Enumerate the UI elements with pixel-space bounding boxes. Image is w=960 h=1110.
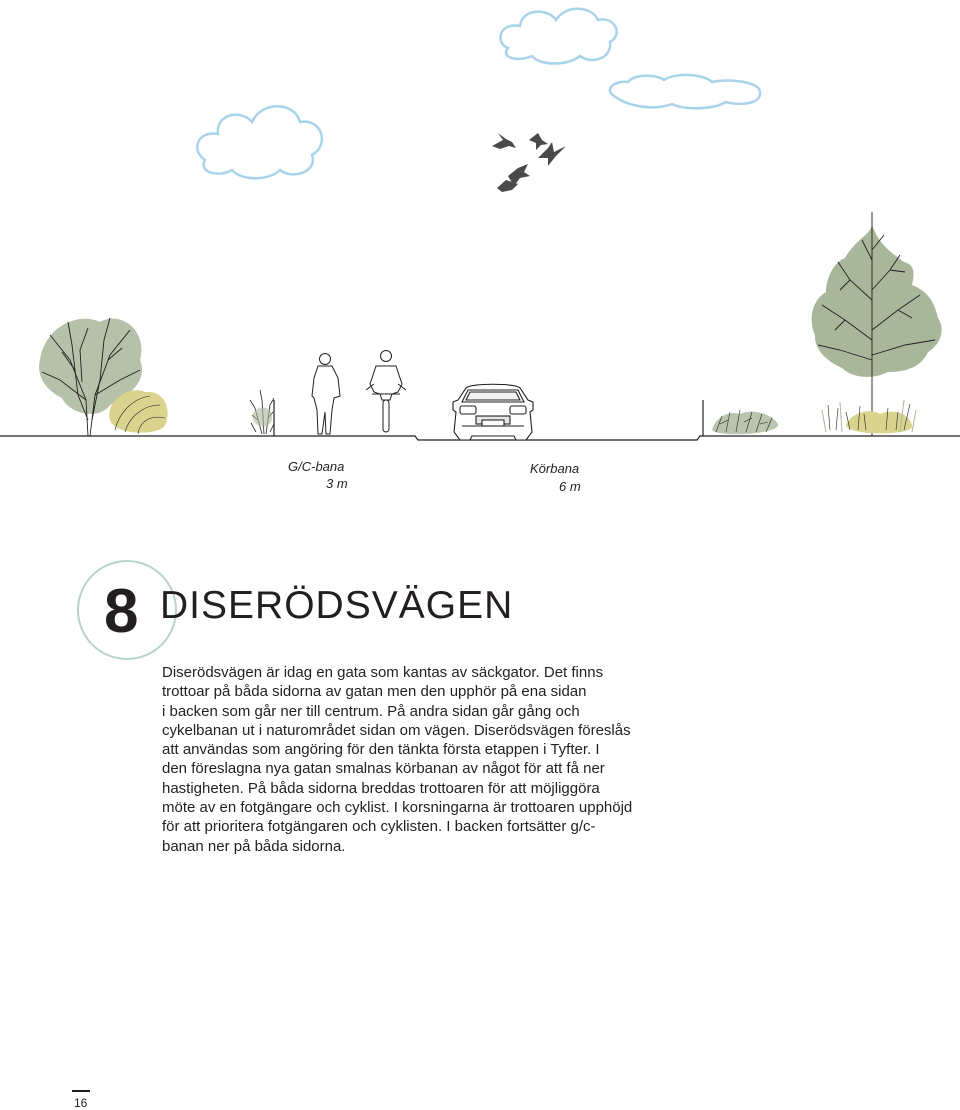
body-line: trottoar på båda sidorna av gatan men den upphör på ena sidan — [162, 683, 587, 701]
body-line: möte av en fotgängare och cyklist. I korsningarna är trottoaren upphöjd — [162, 799, 633, 817]
body-line: den föreslagna nya gatan smalnas körbanan av något för att få ner — [162, 760, 605, 778]
chapter-number: 8 — [104, 577, 138, 646]
cyclist-icon — [366, 351, 406, 433]
body-line: för att prioritera fotgängaren och cyklisten. I backen fortsätter g/c- — [162, 818, 596, 836]
cloud-icon — [500, 9, 616, 64]
body-line: att användas som angöring för den tänkta första etappen i Tyfter. I — [162, 741, 600, 759]
body-text — [162, 663, 682, 856]
car-icon — [453, 384, 533, 440]
body-line: hastigheten. På båda sidorna breddas trottoaren för att möjliggöra — [162, 779, 600, 797]
body-line: Diserödsvägen är idag en gata som kantas av säckgator. Det finns — [162, 664, 604, 681]
shrub-tree-left — [39, 318, 168, 436]
chapter-title: DISERÖDSVÄGEN — [160, 584, 514, 627]
cloud-icon — [610, 75, 760, 108]
street-section-illustration — [0, 0, 960, 500]
body-line: banan ner på båda sidorna. — [162, 837, 346, 855]
gc-lane-width: 3 m — [326, 476, 348, 491]
cloud-icon — [197, 106, 322, 178]
page-number-rule — [72, 1090, 90, 1092]
carriageway-label: Körbana — [530, 461, 580, 476]
roadside-shrubs-right — [712, 410, 778, 434]
carriageway-width: 6 m — [559, 479, 581, 494]
pedestrian-icon — [312, 354, 340, 435]
body-line: i backen som går ner till centrum. På andra sidan går gång och — [162, 702, 580, 720]
birds-icon — [492, 133, 566, 192]
tree-right — [812, 212, 942, 436]
body-line: cykelbanan ut i naturområdet sidan om vägen. Diserödsvägen föreslås — [162, 721, 631, 739]
gc-lane-label: G/C-bana — [288, 459, 345, 474]
page-number: 16 — [74, 1096, 88, 1110]
